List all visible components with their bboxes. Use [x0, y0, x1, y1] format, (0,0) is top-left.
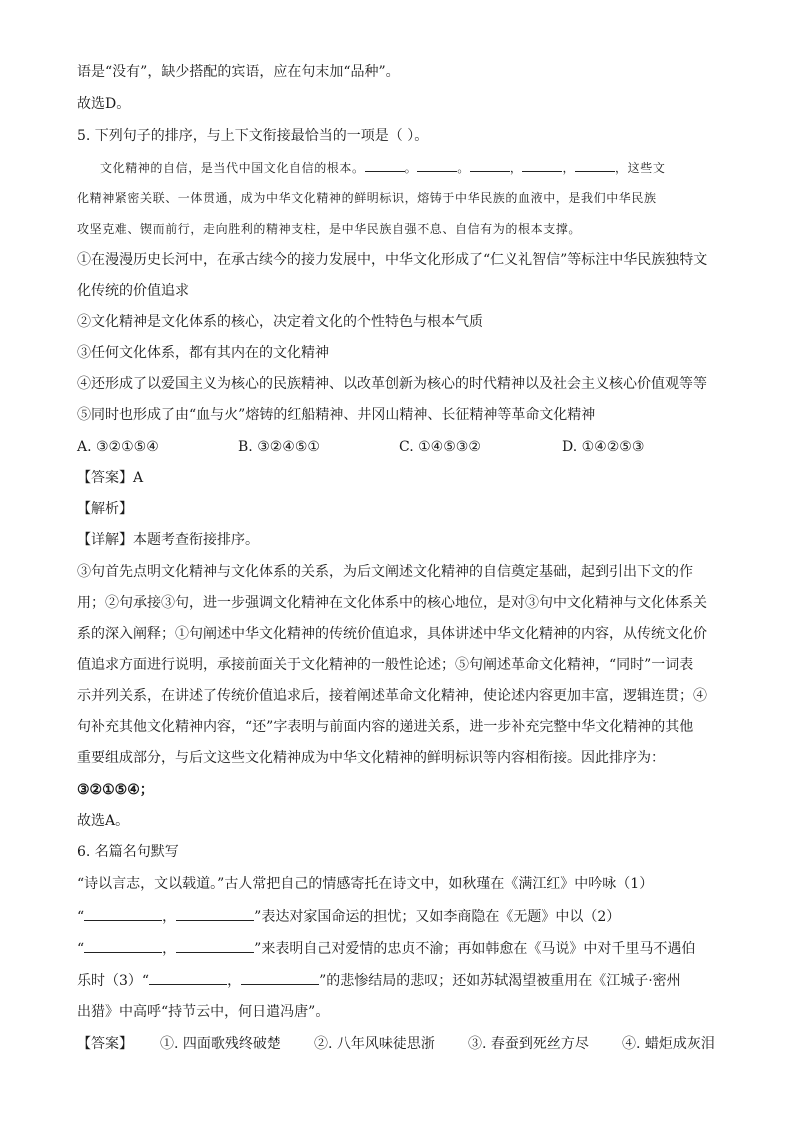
answer-item: ④. 蜡炬成灰泪: [622, 1036, 715, 1052]
option-d: D. ①④②⑤③: [562, 439, 645, 455]
sentence-4: ④还形成了以爱国主义为核心的民族精神、以改革创新为核心的时代精神以及社会主义核心价值观等等: [77, 376, 707, 392]
detail-label: 【详解】本题考查衔接排序。: [77, 532, 259, 548]
question-title: 6. 名篇名句默写: [77, 844, 179, 860]
poem-line: “ ， ”来表明自己对爱情的忠贞不渝；再如韩愈在《马说》中对千里马不遇伯: [77, 938, 727, 959]
blank: [575, 157, 615, 172]
option-a: A. ③②①⑤④: [77, 439, 159, 455]
poem-line: 乐时（3）“ ， ”的悲惨结局的悲叹；还如苏轼渴望被重用在《江城子·密州: [77, 970, 727, 991]
order-result: ③②①⑤④；: [77, 782, 154, 798]
passage-line: 文化精神的自信，是当代中国文化自信的根本。 。 。 ， ， ，这些文: [100, 157, 750, 178]
blank: [176, 938, 254, 953]
blank: [522, 157, 562, 172]
blank: [241, 970, 319, 985]
answer-item: ③. 春蚕到死丝方尽: [468, 1036, 589, 1052]
text-line: 故选D。: [77, 96, 131, 112]
passage-line: 化精神紧密关联、一体贯通，成为中华文化精神的鲜明标识，熔铸于中华民族的血液中，是我们中华民族: [77, 191, 657, 205]
detail-line: 句补充其他文化精神内容，“还”字表明与前面内容的递进关系，进一步补充完整中华文化精神的其他: [77, 719, 694, 735]
detail-line: 重要组成部分，与后文这些文化精神成为中华文化精神的鲜明标识等内容相衔接。因此排序为：: [77, 750, 665, 766]
detail-line: 值追求方面进行说明，承接前面关于文化精神的一般性论述；⑤句阐述革命文化精神，“同时”一词表: [77, 657, 694, 673]
text-line: 语是“没有”，缺少搭配的宾语，应在句末加“品种”。: [77, 64, 400, 80]
blank: [84, 906, 162, 921]
passage-line: 攻坚克难、锲而前行，走向胜利的精神支柱，是中华民族自强不息、自信有为的根本支撑。: [77, 222, 582, 236]
detail-line: ③句首先点明文化精神与文化体系的关系，为后文阐述文化精神的自信奠定基础，起到引出下文的作: [77, 564, 693, 580]
blank: [149, 970, 227, 985]
choose-line: 故选A。: [77, 813, 130, 829]
blank: [417, 157, 457, 172]
answer-label: 【答案】: [77, 1036, 133, 1052]
poem-line: “诗以言志，文以载道。”古人常把自己的情感寄托在诗文中，如秋瑾在《满江红》中吟咏（1）: [77, 876, 654, 892]
sentence-2: ②文化精神是文化体系的核心，决定着文化的个性特色与根本气质: [77, 314, 483, 330]
sentence-5: ⑤同时也形成了由“血与火”熔铸的红船精神、井冈山精神、长征精神等革命文化精神: [77, 407, 596, 423]
answer: 【答案】A: [77, 470, 144, 486]
poem-line: “ ， ”表达对家国命运的担忧；又如李商隐在《无题》中以（2）: [77, 906, 727, 927]
question-title: 5. 下列句子的排序，与上下文衔接最恰当的一项是（ ）。: [77, 128, 429, 144]
sentence-1-cont: 化传统的价值追求: [77, 283, 189, 299]
blank: [365, 157, 405, 172]
blank: [84, 938, 162, 953]
poem-line: 出猎》中高呼“持节云中，何日遣冯唐”。: [77, 1004, 330, 1020]
option-b: B. ③②④⑤①: [238, 439, 320, 455]
detail-line: 用；②句承接③句，进一步强调文化精神在文化体系中的核心地位，是对③句中文化精神与文化体系关: [77, 595, 707, 611]
detail-line: 系的深入阐释；①句阐述中华文化精神的传统价值追求，具体讲述中华文化精神的内容，从传统文化价: [77, 626, 707, 642]
sentence-3: ③任何文化体系，都有其内在的文化精神: [77, 345, 329, 361]
option-c: C. ①④⑤③②: [399, 439, 481, 455]
blank: [176, 906, 254, 921]
analysis-label: 【解析】: [77, 501, 133, 517]
answer-item: ①. 四面歌残终破楚: [160, 1036, 281, 1052]
answer-item: ②. 八年风味徒思浙: [314, 1036, 435, 1052]
sentence-1: ①在漫漫历史长河中，在承古续今的接力发展中，中华文化形成了“仁义礼智信”等标注中华民族独特文: [77, 252, 708, 268]
detail-line: 示并列关系，在讲述了传统价值追求后，接着阐述革命文化精神，使论述内容更加丰富，逻辑连贯；④: [77, 688, 707, 704]
blank: [470, 157, 510, 172]
